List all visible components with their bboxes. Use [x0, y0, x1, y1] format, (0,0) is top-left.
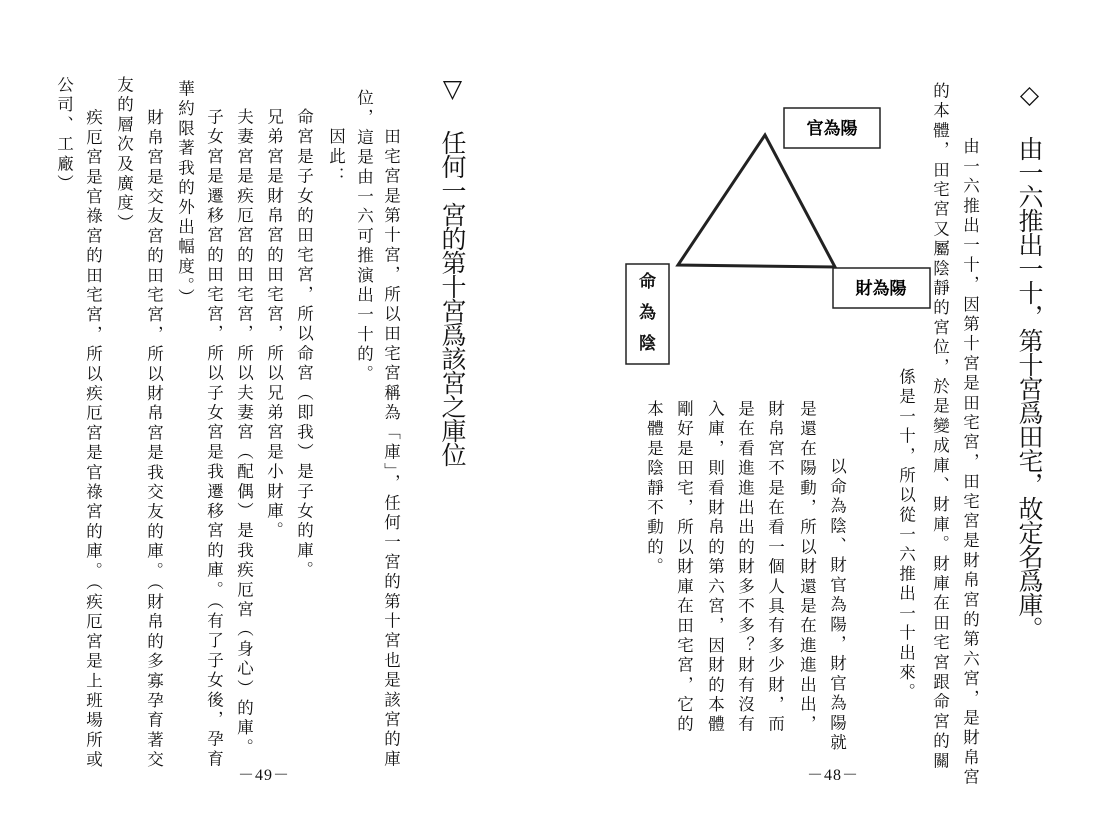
section-heading: ◇ 由一六推出一十，第十宮爲田宅，故定名爲庫。	[1015, 80, 1044, 640]
text-column: 友的層次及廣度）	[114, 76, 134, 234]
text-column: 命宮是子女的田宅宮，所以命宮（即我）是子女的庫。	[294, 108, 314, 581]
text-column: 是在看進進出出的財多不多？財有沒有	[735, 400, 755, 735]
text-column: 子女宮是遷移宮的田宅宮，所以子女宮是我遷移宮的庫。（有了子女後，孕育	[204, 108, 224, 770]
text-column: 位，這是由一六可推演出一十的。	[354, 89, 374, 385]
label-right: 財為陽	[855, 279, 907, 299]
triangle-shape	[678, 135, 835, 267]
text-column: 華約限著我的外出幅度。）	[175, 80, 195, 309]
page-number: －49－	[238, 767, 291, 784]
text-column: 剛好是田宅，所以財庫在田宅宮，它的	[674, 400, 694, 735]
label-top: 官為陽	[806, 119, 858, 139]
text-column: 因此：	[326, 108, 346, 187]
text-column: 財帛宮是交友宮的田宅宮，所以財帛宮是我交友的庫。（財帛的多寡孕育著交	[144, 89, 164, 771]
text-column: 本體是陰靜不動的。	[644, 400, 664, 578]
text-column: 田宅宮是第十宮，所以田宅宮稱為「庫」，任何一宮的第十宮也是該宮的庫	[381, 108, 401, 770]
right-page	[553, 0, 1106, 818]
text-column: 以命為陰、財官為陽，財官為陽就	[827, 438, 847, 754]
text-column: 入庫，則看財帛的第六宮，因財的本體	[705, 400, 725, 735]
text-column: 兄弟宮是財帛宮的田宅宮，所以兄弟宮是小財庫。	[264, 108, 284, 542]
label-left: 命為陰	[635, 272, 655, 365]
text-column: 公司、工廠）	[54, 76, 74, 195]
section-heading: ▽ 任何一宮的第十宮爲該宮之庫位	[438, 74, 467, 466]
text-column: 係是一十，所以從一六推出一十出來。	[896, 368, 916, 703]
text-column: 是還在陽動，所以財還是在進進出出，	[797, 400, 817, 735]
text-column: 夫妻宮是疾厄宮的田宅宮，所以夫妻宮（配偶）是我疾厄宮（身心）的庫。	[234, 108, 254, 759]
page-number: －48－	[807, 767, 860, 784]
text-column: 的本體，田宅宮又屬陰靜的宮位，於是變成庫、財庫。財庫在田宅宮跟命宮的關	[930, 82, 950, 772]
text-column: 由一六推出一十，因第十宮是田宅宮，田宅宮是財帛宮的第六宮，是財帛宮	[960, 118, 980, 788]
text-column: 疾厄宮是官祿宮的田宅宮，所以疾厄宮是官祿宮的庫。（疾厄宮是上班場所或	[83, 89, 103, 771]
text-column: 財帛宮不是在看一個人具有多少財，而	[765, 400, 785, 735]
